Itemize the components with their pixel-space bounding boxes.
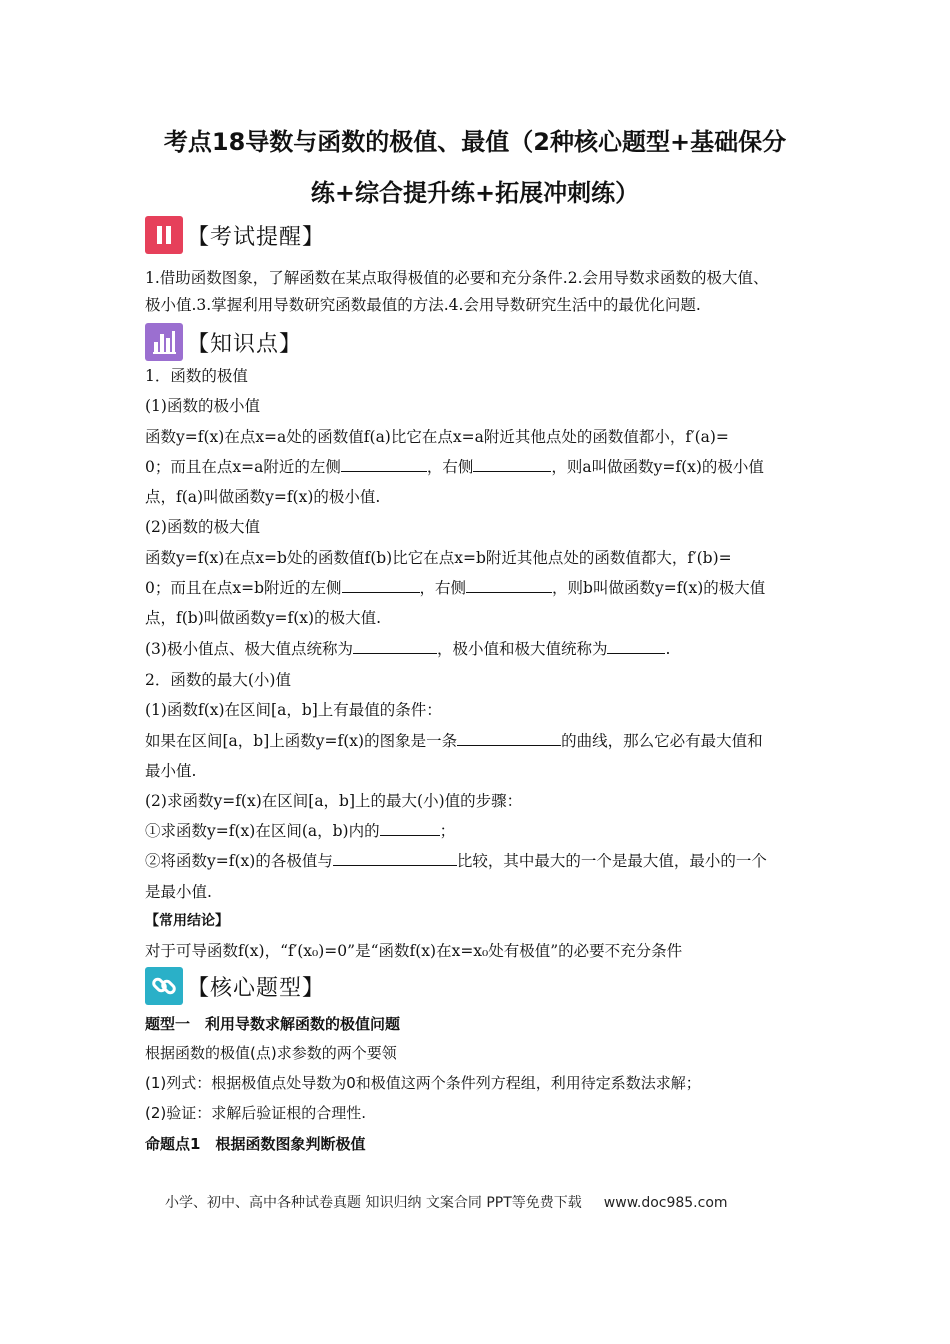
section-knowledge-title: 【知识点】 [187,331,303,357]
section-reminder-title: 【考试提醒】 [187,224,326,250]
core-p2: (2)验证：求解后验证根的合理性. [145,1104,367,1122]
knowledge-h2-2: (2)求函数y=f(x)在区间[a，b]上的最大(小)值的步骤： [145,792,523,810]
section-knowledge-header [145,322,302,362]
knowledge-h1-3 [145,639,670,659]
conclusion-text: 对于可导函数f(x)，“f′(x₀)=0”是“函数f(x)在x=x₀处有极值”的必要不充分条件 [145,942,683,960]
h1-3-c: . [665,640,671,658]
core-p1: (1)列式：根据极值点处导数为0和极值这两个条件列方程组，利用待定系数法求解； [145,1074,701,1092]
min-line2 [145,457,764,477]
min-line2-b: ，右侧 [426,458,474,476]
blank-field [342,578,420,593]
footer-url[interactable]: www.doc985.com [603,1195,728,1211]
blank-field [607,639,665,654]
min-line2-a: 0；而且在点x=a附近的左侧 [145,458,341,476]
section-reminder-header [145,215,325,255]
cond-line2: 最小值. [145,762,197,780]
core-prop1: 命题点1 根据函数图象判断极值 [145,1135,366,1153]
cond-line1 [145,731,763,751]
h1-3-a: (3)极小值点、极大值点统称为 [145,640,353,658]
step1-a: ①求函数y=f(x)在区间(a，b)内的 [145,822,380,840]
reminder-text-line2: 极小值.3.掌握利用导数研究函数最值的方法.4.会用导数研究生活中的最优化问题. [145,296,701,314]
link-icon [145,967,183,1005]
conclusion-label: 【常用结论】 [145,913,229,929]
blank-field [333,851,457,866]
max-line1: 函数y=f(x)在点x=b处的函数值f(b)比它在点x=b附近其他点处的函数值都大，f′(b)= [145,549,732,567]
blank-field [341,457,427,472]
footer-text: 小学、初中、高中各种试卷真题 知识归纳 文案合同 PPT等免费下载 [165,1195,582,1211]
max-line3: 点，f(b)叫做函数y=f(x)的极大值. [145,609,381,627]
blank-field [353,639,437,654]
doc-title-line2: 练+综合提升练+拓展冲刺练） [310,179,640,207]
section-core-title: 【核心题型】 [187,975,326,1001]
bar-chart-icon [145,323,183,361]
pause-bars-icon [145,216,183,254]
min-line2-c: ，则a叫做函数y=f(x)的极小值 [551,458,764,476]
max-line2-b: ，右侧 [419,579,467,597]
max-line2 [145,578,765,598]
knowledge-h1: 1．函数的极值 [145,367,248,385]
step2-line2: 是最小值. [145,883,212,901]
cond-line1-a: 如果在区间[a，b]上函数y=f(x)的图象是一条 [145,732,458,750]
max-line2-a: 0；而且在点x=b附近的左侧 [145,579,342,597]
step1-b: ； [439,822,456,840]
cond-line1-b: 的曲线，那么它必有最大值和 [561,732,763,750]
core-intro: 根据函数的极值(点)求参数的两个要领 [145,1044,397,1062]
blank-field [466,578,552,593]
core-type1: 题型一 利用导数求解函数的极值问题 [145,1015,401,1033]
knowledge-h2: 2．函数的最大(小)值 [145,671,291,689]
step2-b: 比较，其中最大的一个是最大值，最小的一个 [456,852,767,870]
min-line3: 点，f(a)叫做函数y=f(x)的极小值. [145,488,381,506]
min-line1: 函数y=f(x)在点x=a处的函数值f(a)比它在点x=a附近其他点处的函数值都小，f′(a)= [145,428,729,446]
knowledge-h1-2: (2)函数的极大值 [145,518,260,536]
section-core-header [145,966,325,1006]
blank-field [380,821,440,836]
step2-line [145,851,767,871]
footer [165,1192,728,1212]
doc-title-line1: 考点18导数与函数的极值、最值（2种核心题型+基础保分 [163,128,787,156]
knowledge-h1-1: (1)函数的极小值 [145,397,260,415]
reminder-text-line1: 1.借助函数图象，了解函数在某点取得极值的必要和充分条件.2.会用导数求函数的极大值、 [145,269,769,287]
step2-a: ②将函数y=f(x)的各极值与 [145,852,333,870]
h1-3-b: ，极小值和极大值统称为 [436,640,608,658]
blank-field [457,731,561,746]
step1-line [145,821,455,841]
knowledge-h2-1: (1)函数f(x)在区间[a，b]上有最值的条件： [145,701,442,719]
blank-field [473,457,551,472]
max-line2-c: ，则b叫做函数y=f(x)的极大值 [552,579,766,597]
